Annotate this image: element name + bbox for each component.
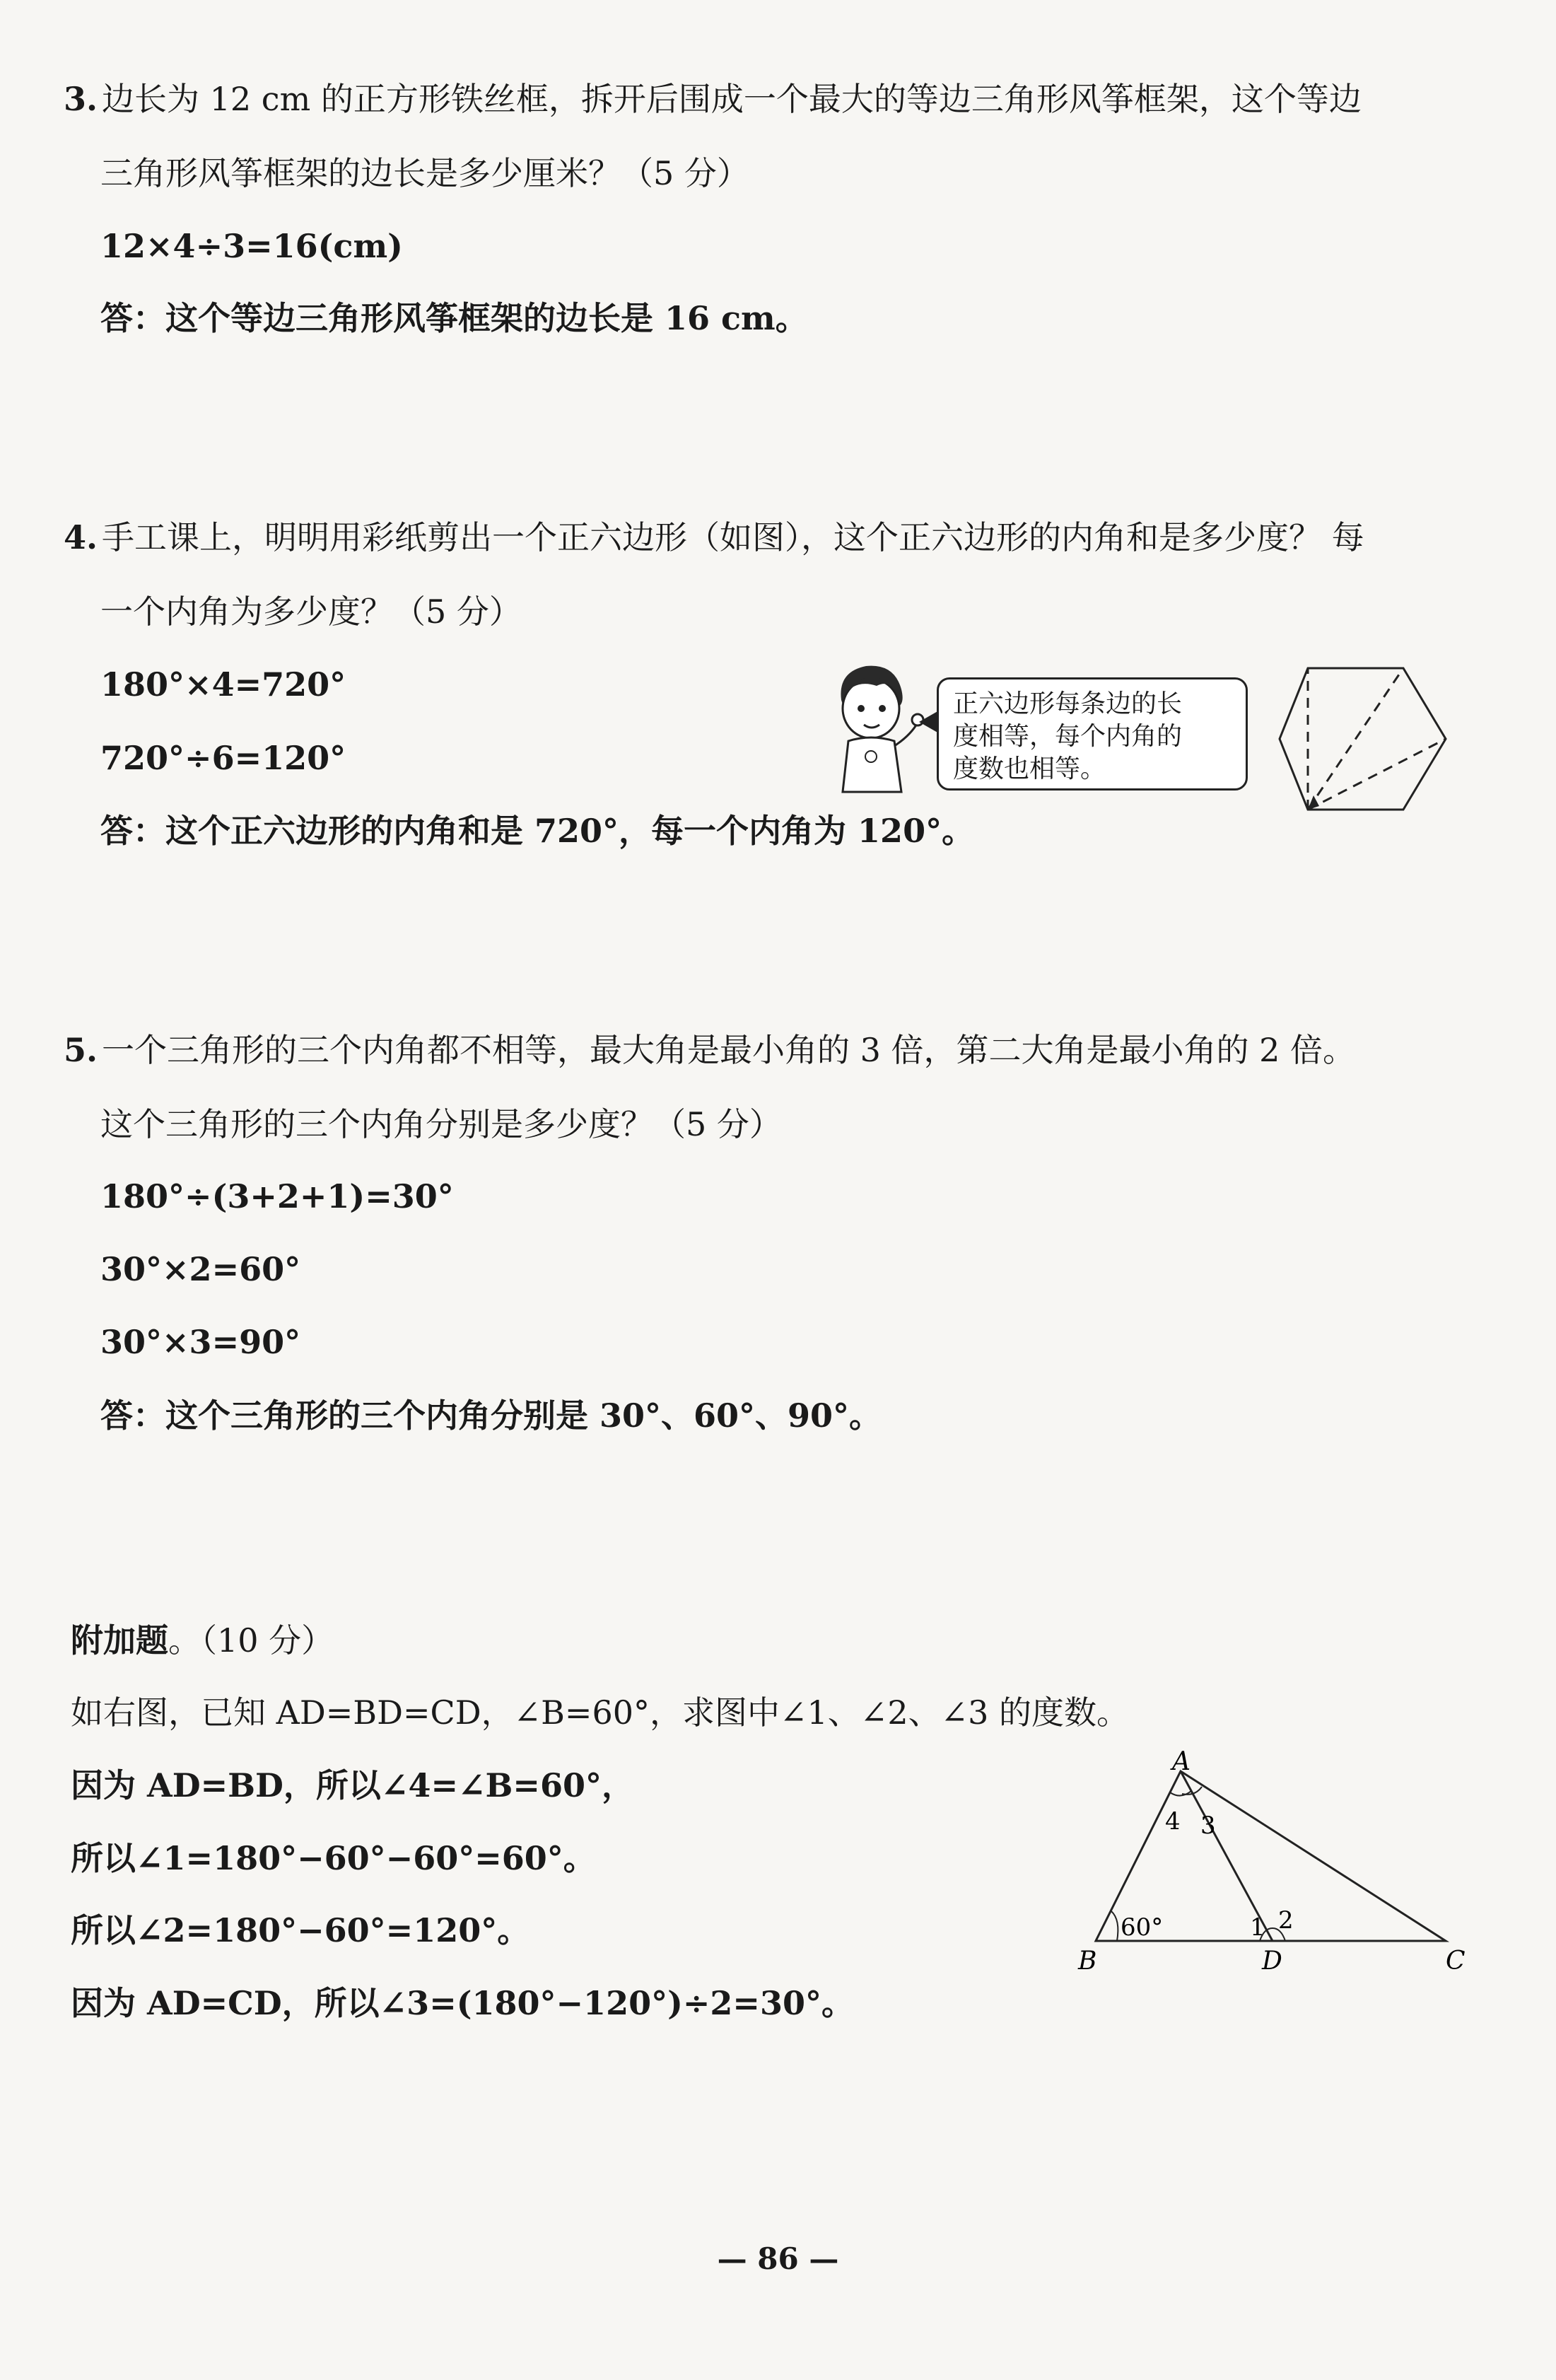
q4-answer: 答：这个正六边形的内角和是 720°，每一个内角为 120°。 — [100, 812, 975, 850]
bonus-prompt: 如右图，已知 AD=BD=CD，∠B=60°，求图中∠1、∠2、∠3 的度数。 — [71, 1693, 1130, 1732]
q4-line1 — [64, 516, 1364, 559]
q4-calc2: 720°÷6=120° — [100, 739, 346, 777]
bonus-title: 附加题 — [71, 1621, 168, 1659]
q5-calc3: 30°×3=90° — [100, 1323, 301, 1361]
bonus-title-suffix: 。（10 分） — [168, 1621, 334, 1659]
bubble-line2: 度相等，每个内角的 — [953, 722, 1183, 751]
q3-calc1: 12×4÷3=16(cm) — [100, 227, 403, 265]
bonus-title-line — [71, 1619, 334, 1662]
q5-calc2: 30°×2=60° — [100, 1250, 301, 1288]
q4-calc1: 180°×4=720° — [100, 665, 346, 704]
bubble-line1: 正六边形每条边的长 — [953, 689, 1183, 718]
q5-line2: 这个三角形的三个内角分别是多少度？（5 分） — [100, 1105, 782, 1143]
q5-line1 — [64, 1029, 1355, 1071]
q5-answer: 答：这个三角形的三个内角分别是 30°、60°、90°。 — [100, 1396, 882, 1435]
q4-text1: 手工课上，明明用彩纸剪出一个正六边形（如图），这个正六边形的内角和是多少度？ 每 — [102, 518, 1364, 556]
angle-3-label: 3 — [1200, 1812, 1216, 1840]
label-b: B — [1078, 1947, 1097, 1976]
bubble-tail — [919, 711, 939, 733]
angle-4-label: 4 — [1165, 1807, 1181, 1836]
angle-2-label: 2 — [1278, 1906, 1294, 1935]
bonus-step4: 因为 AD=CD，所以∠3=(180°−120°)÷2=30°。 — [71, 1984, 854, 2022]
label-c: C — [1446, 1947, 1466, 1976]
q5-calc1: 180°÷(3+2+1)=30° — [100, 1177, 454, 1215]
triangle-figure — [1060, 1750, 1470, 1990]
angle-b-label: 60° — [1121, 1913, 1164, 1942]
angle-1-label: 1 — [1250, 1913, 1265, 1942]
q4-line2: 一个内角为多少度？（5 分） — [100, 593, 522, 631]
speech-bubble — [937, 677, 1248, 791]
q4-number: 4. — [64, 518, 98, 556]
bonus-step3: 所以∠2=180°−60°=120°。 — [71, 1911, 530, 1949]
bubble-line3: 度数也相等。 — [953, 754, 1106, 783]
q3-number: 3. — [64, 80, 98, 118]
page-number: — 86 — — [717, 2241, 839, 2276]
angle-b-arc — [1111, 1911, 1118, 1941]
boy-illustration-icon — [827, 658, 926, 799]
bonus-step2: 所以∠1=180°−60°−60°=60°。 — [71, 1839, 596, 1877]
label-d: D — [1262, 1947, 1282, 1976]
q5-text1: 一个三角形的三个内角都不相等，最大角是最小角的 3 倍，第二大角是最小角的 2 倍。 — [102, 1031, 1356, 1069]
bonus-step1: 因为 AD=BD，所以∠4=∠B=60°， — [71, 1766, 634, 1804]
q3-line1 — [64, 78, 1362, 120]
q5-number: 5. — [64, 1031, 98, 1069]
label-a: A — [1172, 1750, 1191, 1776]
hexagon-figure — [1273, 661, 1456, 817]
q3-text1: 边长为 12 cm 的正方形铁丝框，拆开后围成一个最大的等边三角形风筝框架，这个等边 — [102, 80, 1362, 118]
q3-line2: 三角形风筝框架的边长是多少厘米？（5 分） — [100, 154, 749, 192]
q3-answer: 答：这个等边三角形风筝框架的边长是 16 cm。 — [100, 299, 808, 337]
